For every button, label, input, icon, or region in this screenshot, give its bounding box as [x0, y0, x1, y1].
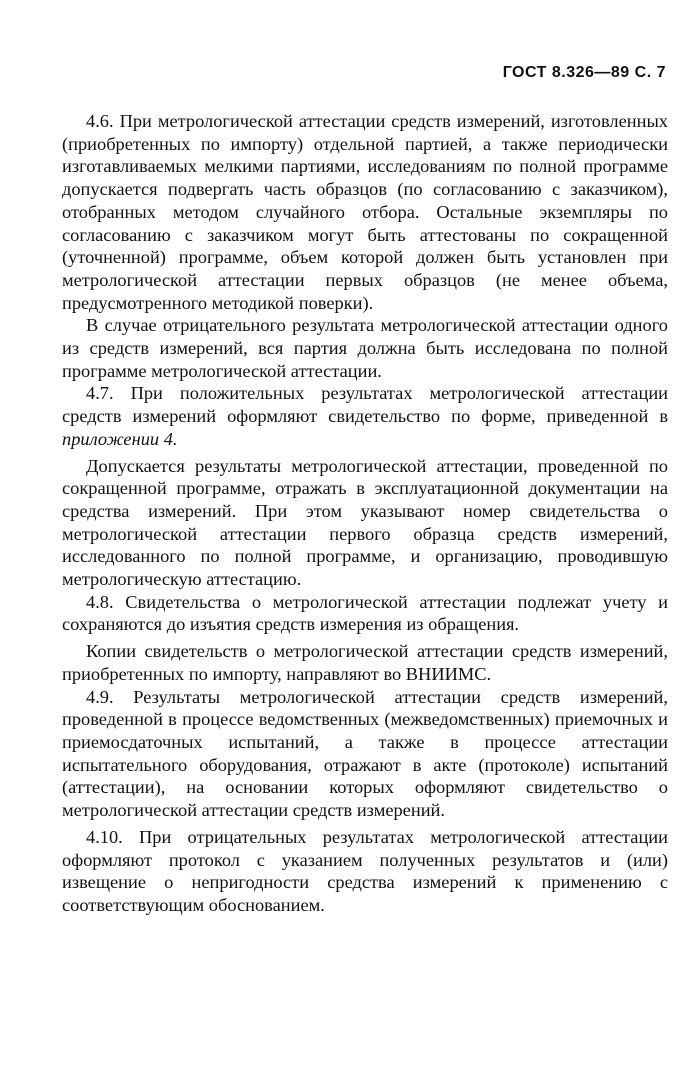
document-body: [62, 110, 668, 917]
clause-number: 4.10.: [86, 826, 123, 847]
clause-4-8: [62, 591, 668, 636]
paragraph-text: Допускается результаты метрологической аттестации, проведенной по сокращенной программе, отражать в эксплуатационной документации на средства измерений. При этом указывают номер свидетельства о метрологической аттестации первого образца средств измерений, исследованного по полной программе, и организацию, проводившую метрологическую аттестацию.: [62, 455, 668, 590]
clause-4-10: [62, 826, 668, 917]
clause-4-7-continuation: [62, 455, 668, 591]
clause-text: При метрологической аттестации средств измерений, изготовленных (приобретенных по импорту) отдельной партией, а также периодически изготавливаемых мелкими партиями, исследованиям по полной программе допускается подвергать часть образцов (по согласованию с заказчиком), отобранных методом случайного отбора. Остальные экземпляры по согласованию с заказчиком могут быть аттестованы по сокращенной (уточненной) программе, объем которой должен быть установлен при метрологической аттестации первых образцов (не менее объема, предусмотренного методикой поверки).: [62, 111, 668, 313]
clause-number: 4.7.: [86, 383, 114, 404]
clause-text: При отрицательных результатах метрологической аттестации оформляют протокол с указанием полученных результатов и (или) извещение о непригодности средства измерений к применению с соответствующим обоснованием.: [62, 826, 668, 915]
clause-4-9: [62, 686, 668, 822]
clause-text: Результаты метрологической аттестации средств измерений, проведенной в процессе ведомственных (межведомственных) приемочных и приемосдаточных испытаний, а также в процессе аттестации испытательного оборудования, отражают в акте (протоколе) испытаний (аттестации), на основании которых оформляют свидетельство о метрологической аттестации средств измерений.: [62, 686, 668, 821]
paragraph-text: Копии свидетельств о метрологической аттестации средств измерений, приобретенных по импорту, направляют во ВНИИМС.: [62, 641, 668, 684]
clause-4-6-continuation: [62, 314, 668, 382]
clause-4-6: [62, 110, 668, 314]
clause-text: Свидетельства о метрологической аттестации подлежат учету и сохраняются до изъятия средств измерения из обращения.: [62, 591, 669, 635]
clause-number: 4.9.: [86, 686, 114, 707]
clause-text: При положительных результатах метрологической аттестации средств измерений оформляют свидетельство по форме, приведенной в: [62, 383, 668, 427]
appendix-reference: приложении 4.: [62, 428, 178, 449]
clause-4-7: [62, 382, 668, 450]
clause-number: 4.8.: [86, 591, 114, 612]
clause-number: 4.6.: [86, 111, 114, 131]
page-header: ГОСТ 8.326—89 С. 7: [502, 64, 666, 81]
paragraph-text: В случае отрицательного результата метрологической аттестации одного из средств измерений, вся партия должна быть исследована по полной программе метрологической аттестации.: [62, 315, 668, 381]
clause-4-8-continuation: [62, 640, 668, 685]
